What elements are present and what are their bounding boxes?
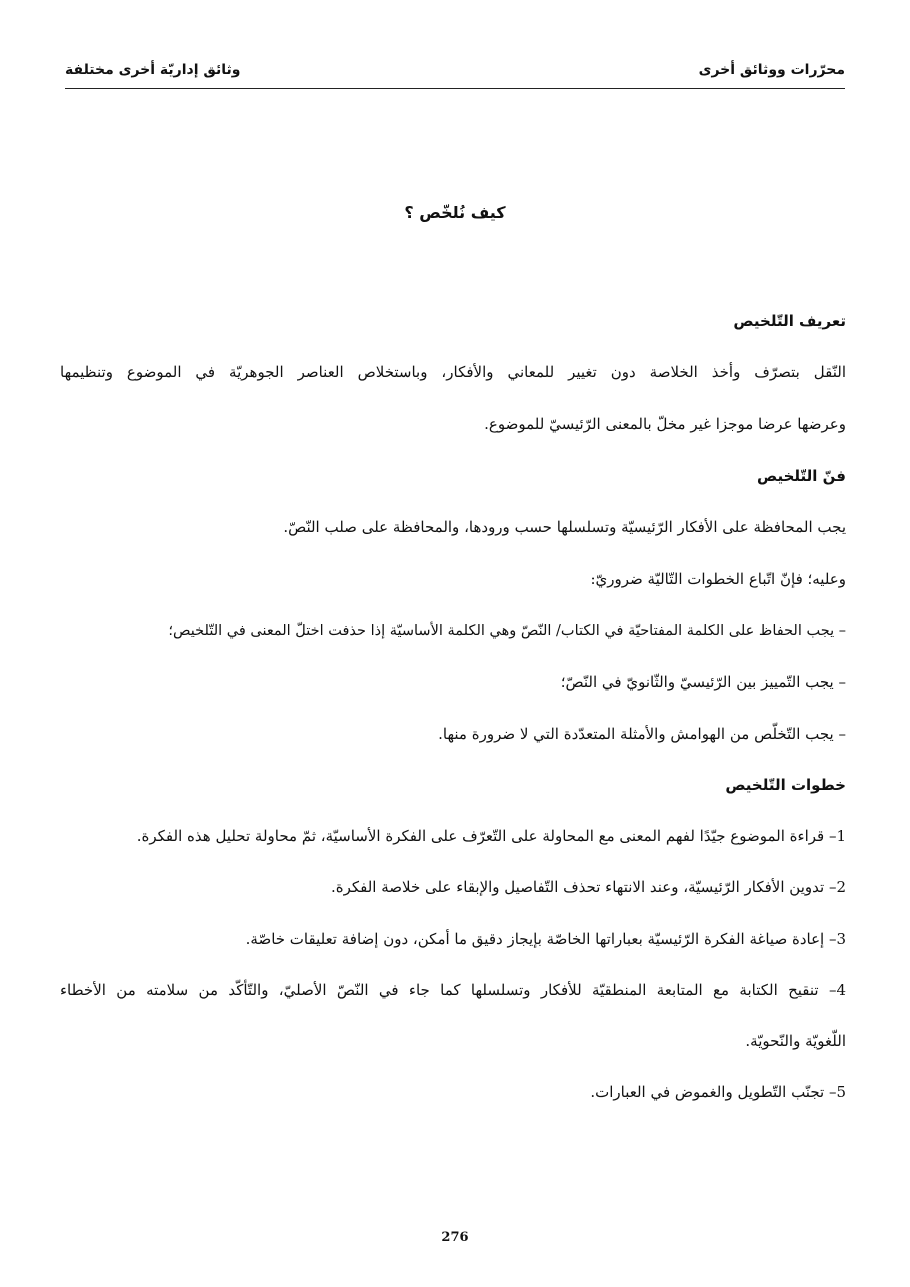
- page-number: 276: [441, 1230, 469, 1245]
- definition-line-1: النّقل بتصرّف وأخذ الخلاصة دون تغيير للمعاني والأفكار، وباستخلاص العناصر الجوهريّة في الموضوع وتنظيمها: [60, 363, 846, 381]
- header-section-title: وثائق إداريّة أخرى مختلفة: [65, 62, 241, 78]
- step-5: 5– تجنّب التّطويل والغموض في العبارات.: [590, 1083, 846, 1101]
- step-4-line-2: اللّغويّة والنّحويّة.: [745, 1032, 846, 1050]
- art-bullet-1: – يجب الحفاظ على الكلمة المفتاحيّة في الكتاب/ النّصّ وهي الكلمة الأساسيّة إذا حذفت اختلّ المعنى في التّلخيص؛: [168, 623, 846, 639]
- art-line-2: وعليه؛ فإنّ اتّباع الخطوات التّاليّة ضروريّ:: [590, 570, 846, 588]
- art-bullet-3: – يجب التّخلّص من الهوامش والأمثلة المتعدّدة التي لا ضرورة منها.: [438, 725, 846, 743]
- art-bullet-2: – يجب التّمييز بين الرّئيسيّ والثّانويّ في النّصّ؛: [560, 673, 846, 691]
- step-3: 3– إعادة صياغة الفكرة الرّئيسيّة بعباراتها الخاصّة بإيجاز دقيق ما أمكن، دون إضافة تعليقات خاصّة.: [245, 930, 846, 948]
- heading-steps: خطوات التّلخيص: [725, 776, 846, 794]
- running-header: [65, 60, 845, 89]
- header-chapter-title: محرّرات ووثائق أخرى: [698, 62, 845, 78]
- page-title: كيف نُلخّص ؟: [404, 203, 506, 222]
- heading-art: فنّ التّلخيص: [757, 467, 846, 485]
- art-line-1: يجب المحافظة على الأفكار الرّئيسيّة وتسلسلها حسب ورودها، والمحافظة على صلب النّصّ.: [283, 518, 846, 536]
- step-2: 2– تدوين الأفكار الرّئيسيّة، وعند الانتهاء تحذف التّفاصيل والإبقاء على خلاصة الفكرة.: [330, 878, 846, 896]
- definition-line-2: وعرضها عرضا موجزا غير مخلّ بالمعنى الرّئيسيّ للموضوع.: [484, 415, 846, 433]
- step-1: 1– قراءة الموضوع جيّدًا لفهم المعنى مع المحاولة على التّعرّف على الفكرة الأساسيّة، ثمّ محاولة تحليل هذه الفكرة.: [136, 827, 846, 845]
- heading-definition: تعريف التّلخيص: [733, 312, 846, 330]
- step-4-line-1: 4– تنقيح الكتابة مع المتابعة المنطقيّة للأفكار وتسلسلها كما جاء في النّصّ الأصليّ، والتّأكّد من سلامته من الأخطاء: [60, 981, 846, 999]
